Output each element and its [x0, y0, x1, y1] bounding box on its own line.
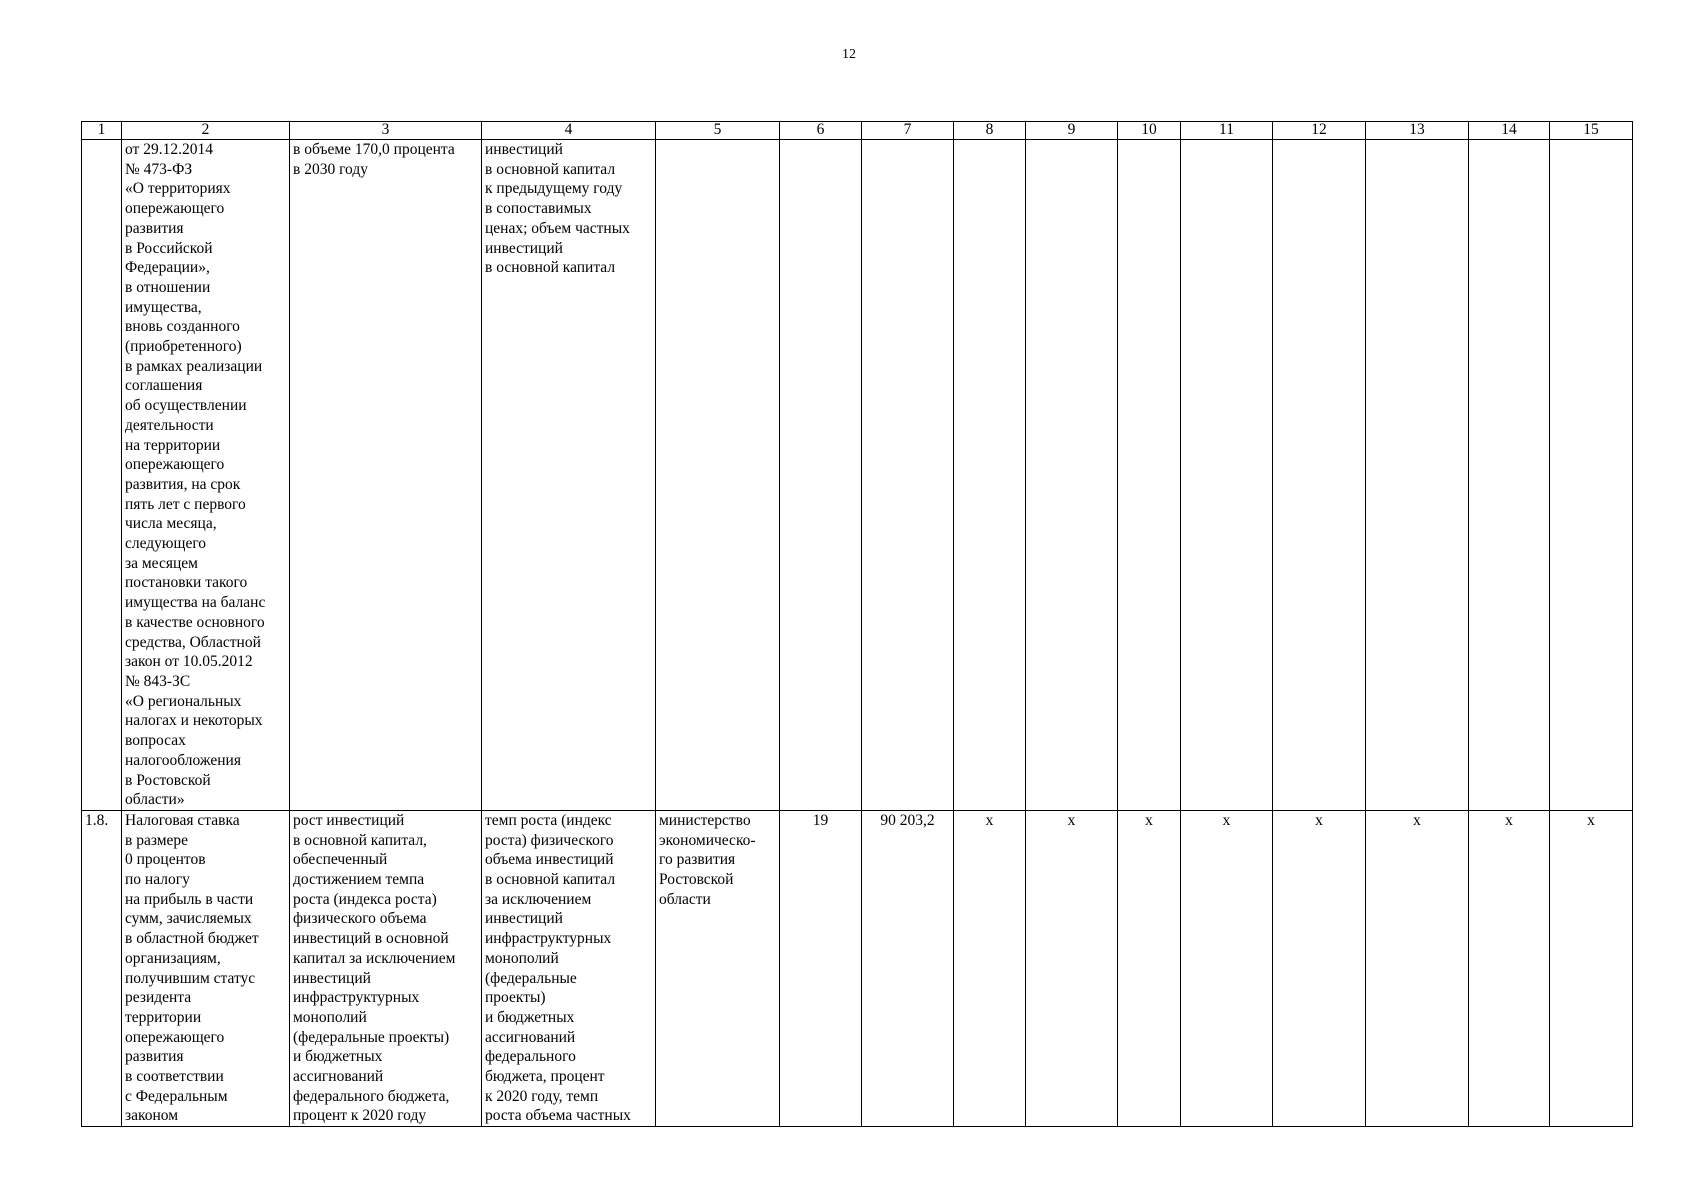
column-number-header: 15: [1550, 122, 1633, 140]
cell-text: Налоговая ставка в размере 0 процентов по налогу на прибыль в части сумм, зачисляемых в областной бюджет организациям, получившим статус резидента территории опережающего развития в соответствии с Федеральным законом: [125, 811, 259, 1125]
table-cell-value: [1273, 140, 1366, 811]
table-cell-number: [82, 140, 122, 811]
table-cell-number: [82, 810, 122, 1126]
cell-text: от 29.12.2014 № 473-ФЗ «О территориях опережающего развития в Российской Федерации», в отношении имущества, вновь созданного (приобретенного) в рамках реализации соглашения об осуществлении деятельности на территории опережающего развития, на срок пять лет с первого числа месяца, следующего за месяцем постановки такого имущества на баланс в качестве основного средства, Областной закон от 10.05.2012 № 843-ЗС «О региональных налогах и некоторых вопросах налогообложения в Ростовской области»: [125, 141, 266, 809]
table-cell-responsible: [656, 810, 780, 1126]
cell-text: 90 203,2: [880, 811, 935, 829]
cell-text: х: [1145, 811, 1153, 829]
cell-text: х: [1587, 811, 1595, 829]
table-cell-value: [1118, 140, 1181, 811]
table-cell-value: [1550, 140, 1633, 811]
cell-text: инвестиций в основной капитал к предыдущему году в сопоставимых ценах; объем частных инвестиций в основной капитал: [485, 141, 630, 277]
table-cell-value: [780, 140, 862, 811]
column-number-header: 3: [290, 122, 482, 140]
table-cell-value: [862, 810, 954, 1126]
column-number-header: 4: [482, 122, 656, 140]
table-cell-value: [1181, 140, 1273, 811]
column-number-header: 13: [1366, 122, 1469, 140]
data-table: [81, 121, 1633, 1127]
table-cell-value: [1469, 810, 1550, 1126]
cell-text: министерство экономическо- го развития Ростовской области: [659, 811, 756, 908]
column-number-header: 10: [1118, 122, 1181, 140]
column-number-header: 7: [862, 122, 954, 140]
table-cell-value: [1366, 140, 1469, 811]
table-cell-value: [954, 140, 1026, 811]
table-cell-value: [1366, 810, 1469, 1126]
table-cell-goal: [290, 140, 482, 811]
table-cell-description: [122, 810, 290, 1126]
column-number-header: 1: [82, 122, 122, 140]
table-cell-value: [862, 140, 954, 811]
cell-text: в объеме 170,0 процента в 2030 году: [293, 141, 455, 178]
cell-text: х: [1413, 811, 1421, 829]
table-cell-value: [1118, 810, 1181, 1126]
cell-text: х: [1222, 811, 1231, 829]
table-cell-indicator: [482, 810, 656, 1126]
cell-text: 19: [812, 811, 829, 829]
cell-text: х: [1067, 811, 1076, 829]
column-number-header: 2: [122, 122, 290, 140]
table-row: [82, 810, 1633, 1126]
table-cell-value: [780, 810, 862, 1126]
table-cell-value: [1469, 140, 1550, 811]
table-cell-value: [1026, 810, 1118, 1126]
cell-text: х: [1315, 811, 1323, 829]
column-number-header: 12: [1273, 122, 1366, 140]
table-row: [82, 140, 1633, 811]
column-number-header: 8: [954, 122, 1026, 140]
table-cell-indicator: [482, 140, 656, 811]
cell-text: 1.8.: [85, 811, 109, 829]
column-number-row: [82, 122, 1633, 140]
cell-text: темп роста (индекс роста) физического объема инвестиций в основной капитал за исключением инвестиций инфраструктурных монополий (федеральные проекты) и бюджетных ассигнований федерального бюджета, процент к 2020 году, темп роста объема частных: [485, 811, 631, 1125]
cell-text: рост инвестиций в основной капитал, обеспеченный достижением темпа роста (индекса роста) физического объема инвестиций в основной капитал за исключением инвестиций инфраструктурных монополий (федеральные проекты) и бюджетных ассигнований федерального бюджета, процент к 2020 году: [293, 811, 456, 1125]
cell-text: х: [1505, 811, 1513, 829]
table-cell-description: [122, 140, 290, 811]
table-cell-value: [1026, 140, 1118, 811]
column-number-header: 11: [1181, 122, 1273, 140]
table-cell-responsible: [656, 140, 780, 811]
column-number-header: 5: [656, 122, 780, 140]
column-number-header: 14: [1469, 122, 1550, 140]
table-cell-value: [1550, 810, 1633, 1126]
table-cell-value: [954, 810, 1026, 1126]
column-number-header: 6: [780, 122, 862, 140]
table-cell-value: [1273, 810, 1366, 1126]
column-number-header: 9: [1026, 122, 1118, 140]
cell-text: х: [985, 811, 994, 829]
page-number: 12: [842, 47, 856, 62]
table-cell-value: [1181, 810, 1273, 1126]
table-cell-goal: [290, 810, 482, 1126]
